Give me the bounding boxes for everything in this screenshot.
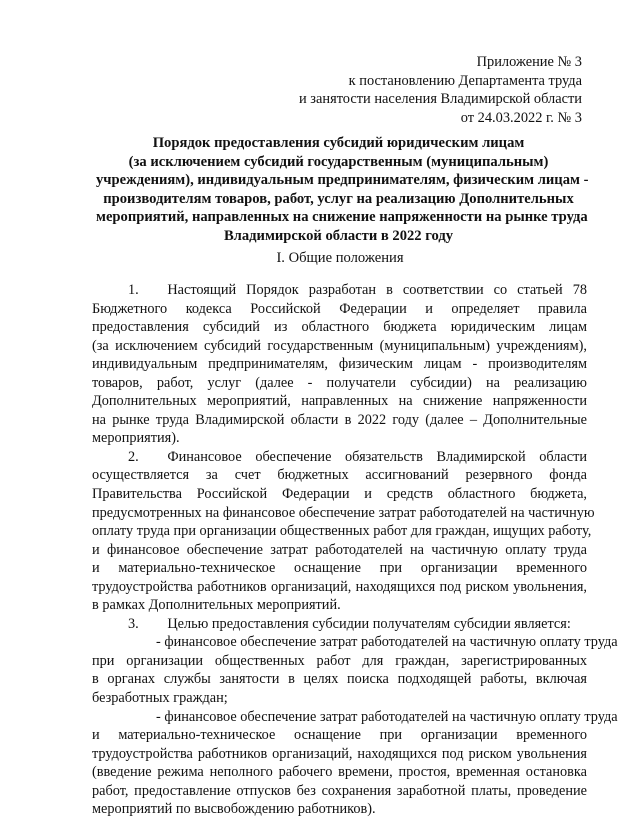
- document-body: [92, 281, 618, 819]
- attachment-header: [299, 53, 582, 127]
- body-line: товаров, работ, услуг (далее - получатели субсидии) на реализацию: [92, 374, 587, 391]
- body-line: предоставления субсидий из областного бюджета юридическим лицам: [92, 319, 587, 336]
- title-line: мероприятий, направленных на снижение напряженности на рынке труда: [96, 209, 588, 226]
- attachment-number: Приложение № 3: [476, 54, 582, 70]
- body-line: работ, предоставление отпусков без сохранения заработной платы, проведение: [92, 782, 587, 799]
- body-line: осуществляется за счет бюджетных ассигнований резервного фонда: [92, 467, 587, 484]
- body-line: и материально-техническое оснащение при организации временного: [92, 560, 587, 577]
- body-line: мероприятия).: [92, 430, 180, 447]
- body-line: индивидуальным предпринимателям, физическим лицам - производителям: [92, 356, 587, 373]
- body-line: и материально-техническое оснащение при организации временного: [92, 727, 587, 744]
- body-line: 2. Финансовое обеспечение обязательств Владимирской области: [128, 448, 587, 465]
- attachment-department: и занятости населения Владимирской области: [299, 91, 582, 108]
- attachment-date: от 24.03.2022 г. № 3: [460, 109, 582, 126]
- document-title: [96, 134, 589, 246]
- body-line: Дополнительных мероприятий, направленных на снижение напряженности: [92, 393, 587, 410]
- body-line: - финансовое обеспечение затрат работодателей на частичную оплату труда: [156, 634, 618, 651]
- title-line: Владимирской области в 2022 году: [223, 227, 454, 244]
- body-line: (введение режима неполного рабочего времени, простоя, временная остановка: [92, 764, 587, 781]
- body-line: в органах службы занятости в целях поиска подходящей работы, включая: [92, 671, 587, 688]
- body-line: и финансовое обеспечение затрат работодателей на частичную оплату труда: [92, 541, 587, 558]
- attachment-reference: к постановлению Департамента труда: [348, 72, 582, 89]
- body-line: трудоустройства работников организаций, находящихся под риском увольнения,: [92, 578, 587, 595]
- body-line: мероприятий по высвобождению работников).: [92, 801, 376, 818]
- body-line: 3. Целью предоставления субсидии получателям субсидии является:: [128, 615, 571, 632]
- body-line: 1. Настоящий Порядок разработан в соответствии со статьей 78: [128, 282, 587, 298]
- title-line: (за исключением субсидий государственным (муниципальным): [128, 153, 549, 170]
- body-line: в рамках Дополнительных мероприятий.: [92, 597, 341, 614]
- body-line: - финансовое обеспечение затрат работодателей на частичную оплату труда: [156, 708, 618, 725]
- section-heading: I. Общие положения: [276, 250, 404, 266]
- body-line: при организации общественных работ для граждан, зарегистрированных: [92, 652, 587, 669]
- body-line: трудоустройства работников организаций, находящихся под риском увольнения: [92, 745, 587, 762]
- body-line: оплату труда при организации общественных работ для граждан, ищущих работу,: [92, 523, 592, 540]
- title-line: Порядок предоставления субсидий юридическим лицам: [152, 135, 525, 151]
- body-line: Бюджетного кодекса Российской Федерации и определяет правила: [92, 300, 587, 317]
- title-line: учреждениям), индивидуальным предпринимателям, физическим лицам -: [96, 172, 589, 189]
- body-line: (за исключением субсидий государственным (муниципальным) учреждениям),: [92, 337, 587, 354]
- body-line: Правительства Российской Федерации и средств областного бюджета,: [92, 486, 587, 503]
- body-line: на рынке труда Владимирской области в 2022 году (далее – Дополнительные: [92, 411, 587, 428]
- title-line: производителям товаров, работ, услуг на реализацию Дополнительных: [103, 190, 574, 207]
- body-line: безработных граждан;: [92, 690, 228, 707]
- body-line: предусмотренных на финансовое обеспечение затрат работодателей на частичную: [92, 504, 595, 521]
